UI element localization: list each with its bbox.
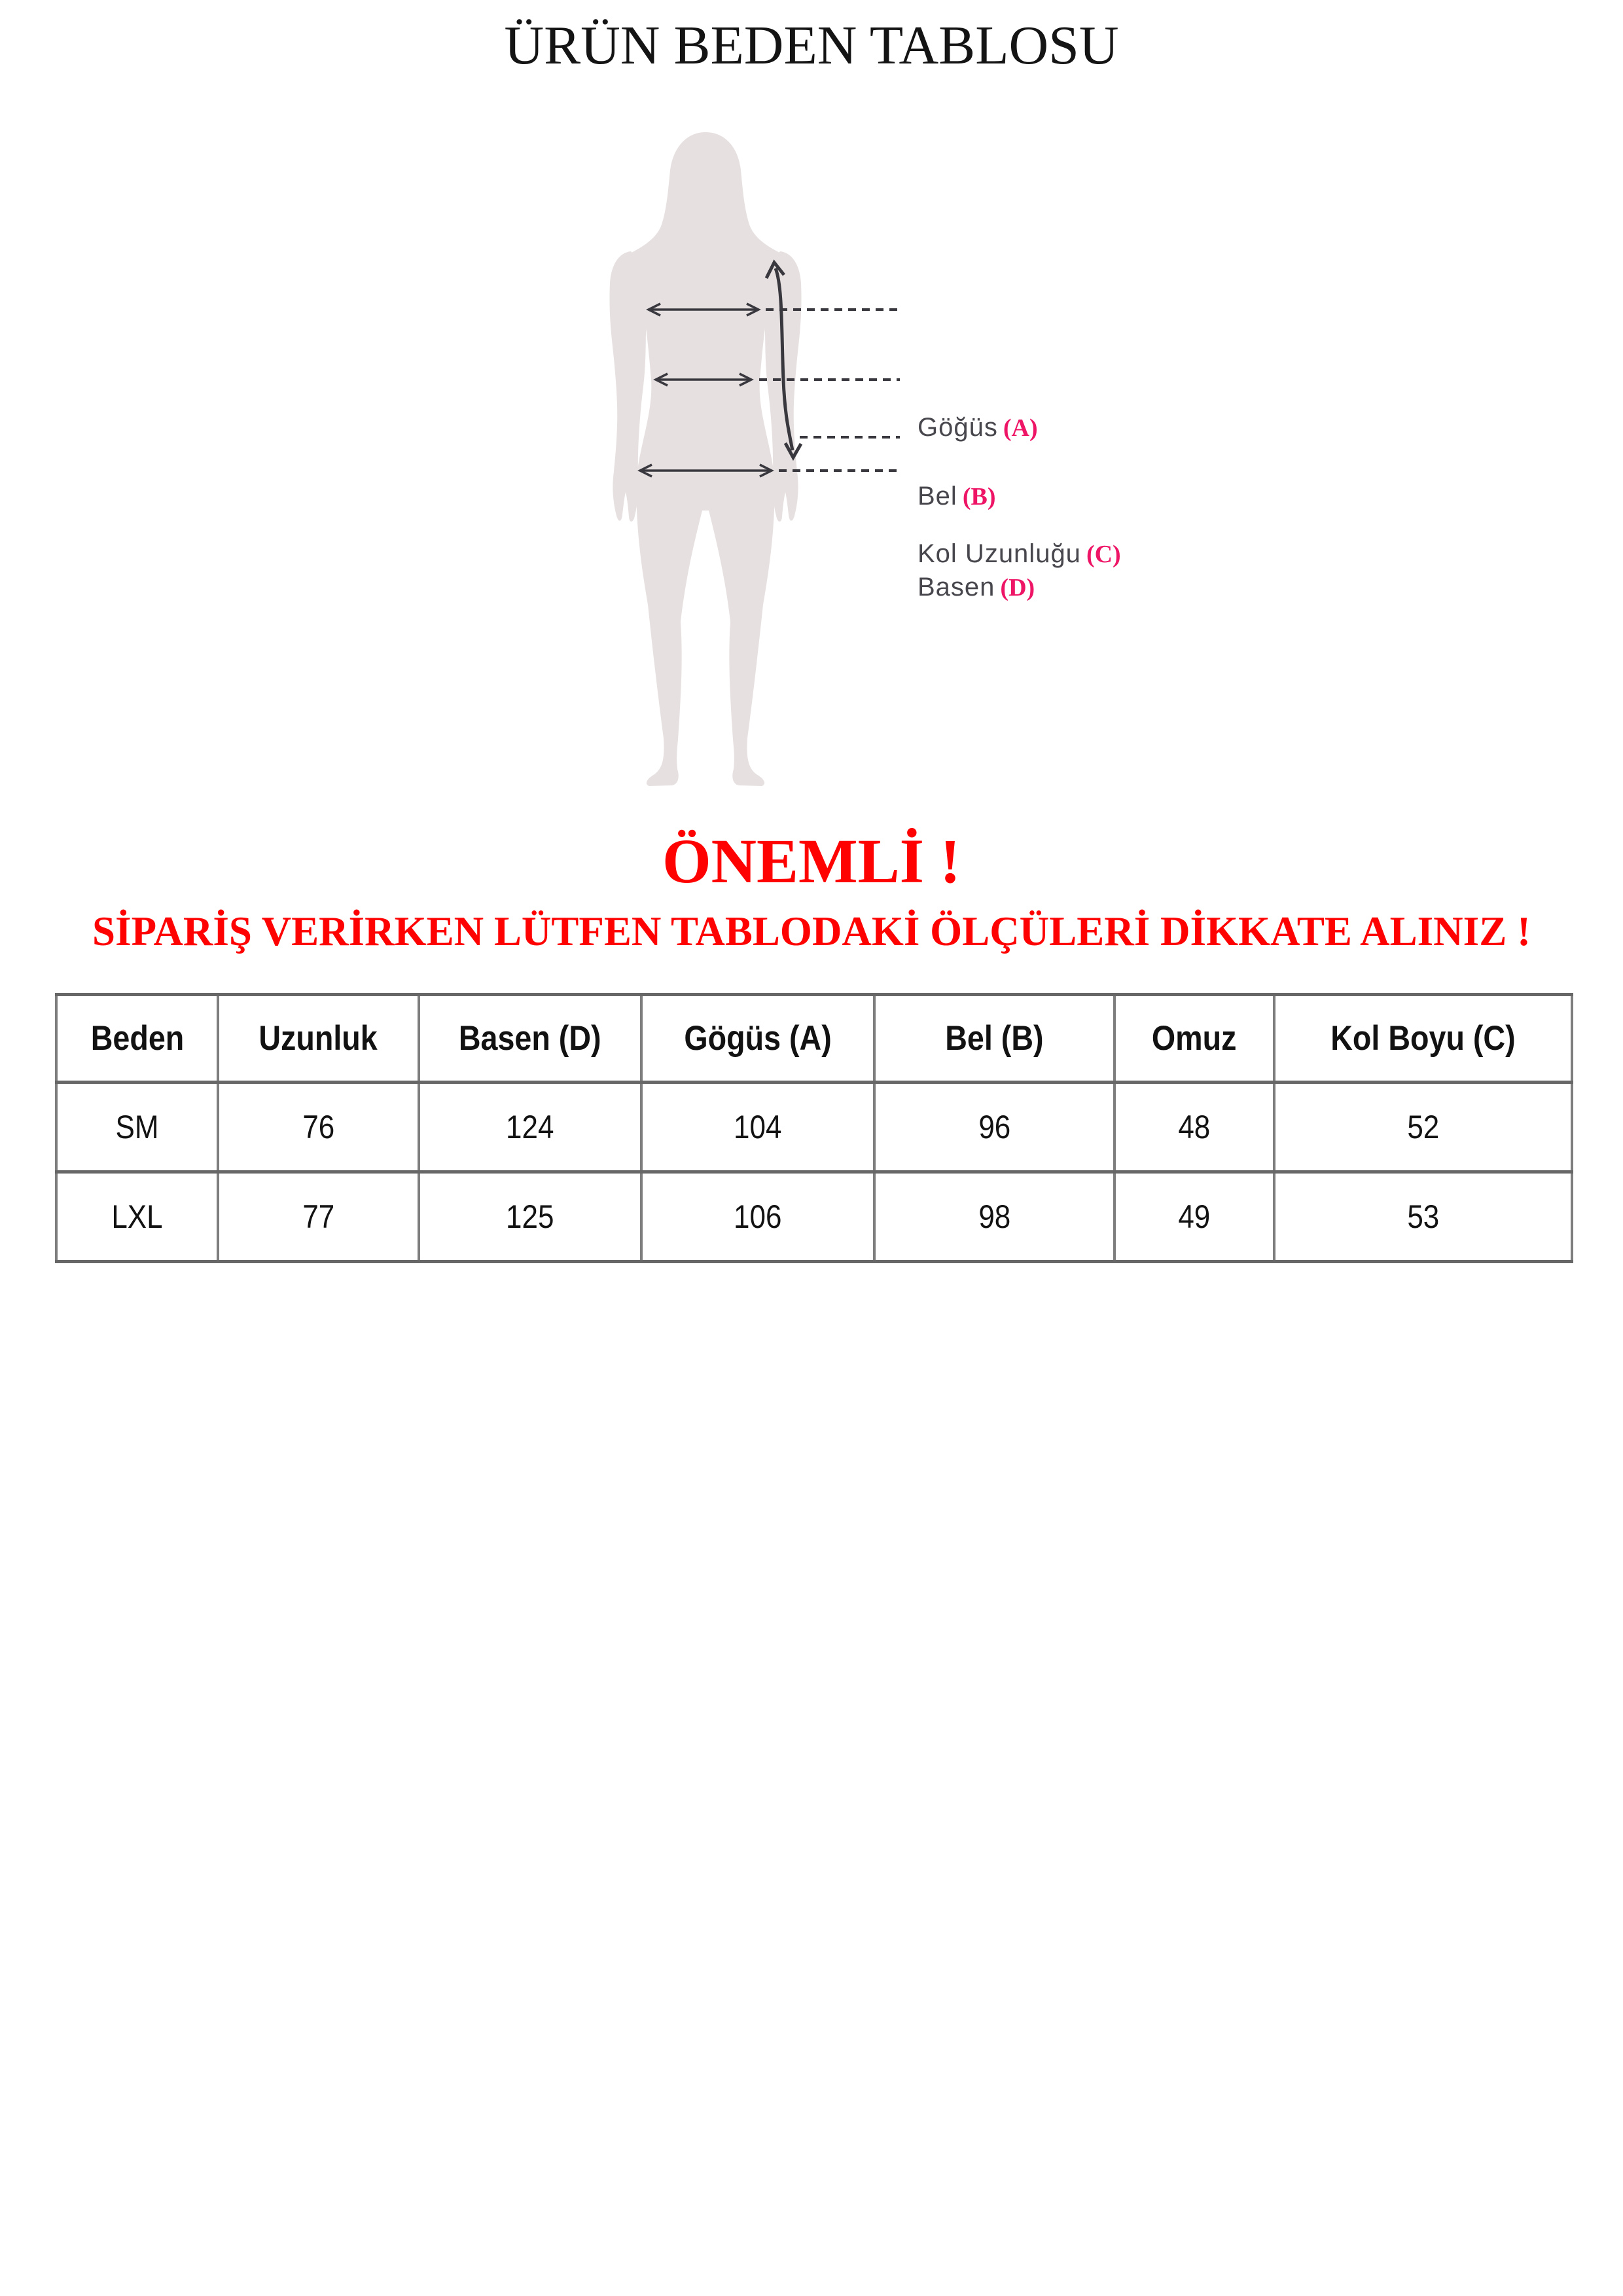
cell-sm-beden: SM — [56, 1083, 218, 1172]
header-cell-beden: Beden — [56, 995, 218, 1083]
header-cell-basen: Basen (D) — [419, 995, 641, 1083]
page-title: ÜRÜN BEDEN TABLOSU — [504, 15, 1119, 76]
cell-sm-uzunluk: 76 — [218, 1083, 419, 1172]
label-hip — [918, 572, 1035, 602]
size-table-header-row — [56, 995, 1572, 1083]
label-arm-length-letter: (C) — [1086, 541, 1121, 568]
warning-subheading: SİPARİŞ VERİRKEN LÜTFEN TABLODAKİ ÖLÇÜLERİ DİKKATE ALINIZ ! — [92, 908, 1531, 954]
label-chest-letter: (A) — [1003, 414, 1038, 442]
cell-lxl-basen: 125 — [419, 1172, 641, 1262]
label-chest — [918, 412, 1038, 442]
label-arm-length — [918, 539, 1121, 569]
label-hip-letter: (D) — [1000, 574, 1035, 601]
header-cell-bel: Bel (B) — [874, 995, 1115, 1083]
label-chest-text: Göğüs — [918, 413, 998, 442]
label-hip-text: Basen — [918, 573, 995, 601]
label-arm-length-text: Kol Uzunluğu — [918, 539, 1081, 568]
header-cell-uzunluk: Uzunluk — [218, 995, 419, 1083]
cell-lxl-uzunluk: 77 — [218, 1172, 419, 1262]
body-measurement-figure — [576, 118, 916, 802]
cell-sm-omuz: 48 — [1115, 1083, 1274, 1172]
important-heading: ÖNEMLİ ! — [662, 826, 961, 896]
cell-lxl-gogus: 106 — [641, 1172, 874, 1262]
measurement-diagram — [576, 118, 1165, 802]
label-waist — [918, 481, 995, 511]
header-cell-omuz: Omuz — [1115, 995, 1274, 1083]
size-row-sm — [56, 1083, 1572, 1172]
cell-sm-bel: 96 — [874, 1083, 1115, 1172]
cell-lxl-beden: LXL — [56, 1172, 218, 1262]
header-cell-kol-boyu: Kol Boyu (C) — [1274, 995, 1572, 1083]
header-cell-gogus: Gögüs (A) — [641, 995, 874, 1083]
size-row-lxl — [56, 1172, 1572, 1262]
cell-lxl-bel: 98 — [874, 1172, 1115, 1262]
cell-lxl-omuz: 49 — [1115, 1172, 1274, 1262]
body-silhouette — [614, 132, 798, 786]
cell-sm-basen: 124 — [419, 1083, 641, 1172]
cell-sm-kol-boyu: 52 — [1274, 1083, 1572, 1172]
label-waist-text: Bel — [918, 482, 957, 511]
label-waist-letter: (B) — [962, 483, 996, 511]
size-table — [55, 993, 1573, 1263]
cell-lxl-kol-boyu: 53 — [1274, 1172, 1572, 1262]
cell-sm-gogus: 104 — [641, 1083, 874, 1172]
